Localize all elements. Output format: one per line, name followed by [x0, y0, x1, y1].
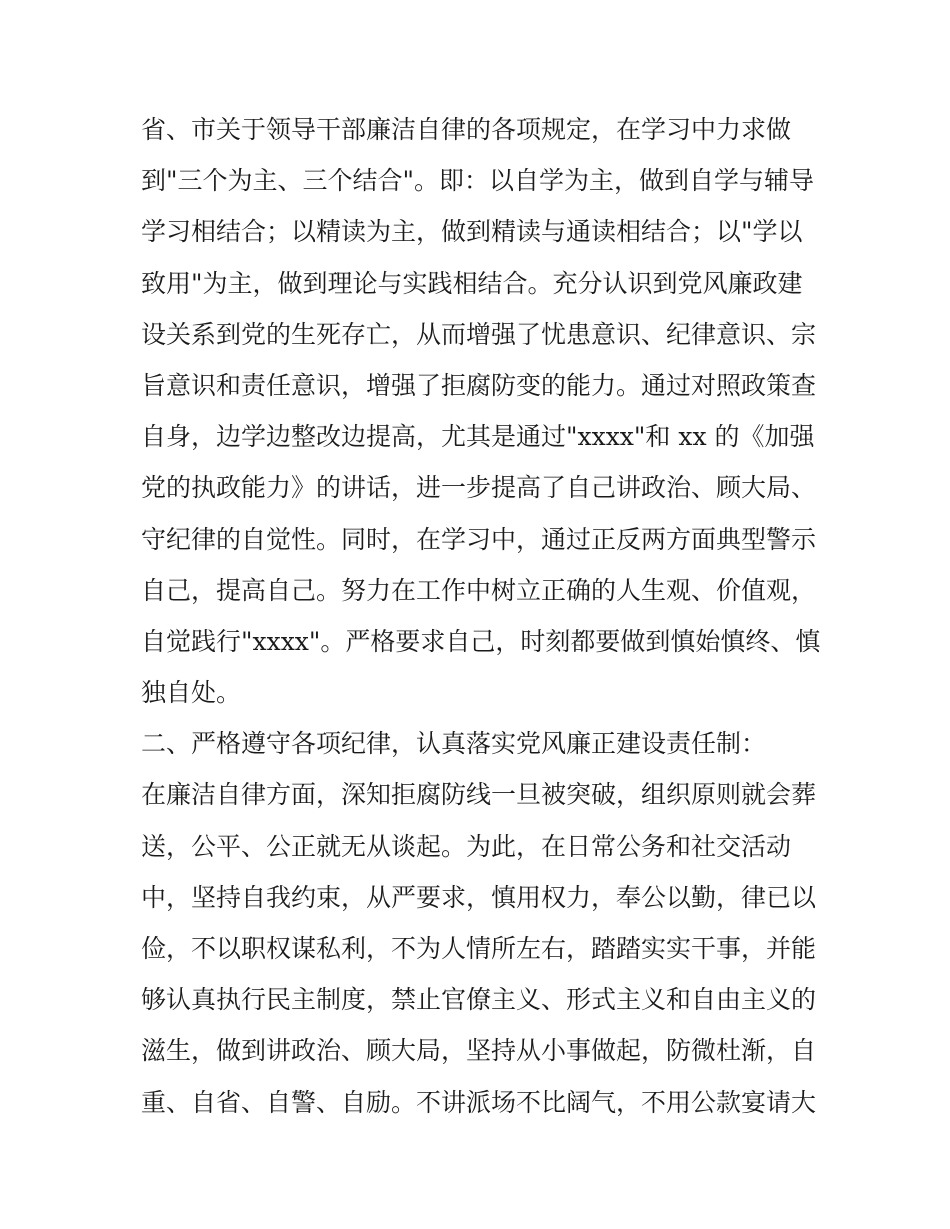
text-line: 党的执政能力》的讲话，进一步提高了自己讲政治、顾大局、 [141, 473, 817, 503]
document-body [141, 104, 821, 1128]
text-line: 俭，不以职权谋私利，不为人情所左右，踏踏实实干事，并能 [141, 934, 817, 963]
text-line: 够认真执行民主制度，禁止官僚主义、形式主义和自由主义的 [141, 985, 817, 1015]
text-line: 学习相结合；以精读为主，做到精读与通读相结合；以"学以 [141, 217, 803, 247]
text-line: 重、自省、自警、自励。不讲派场不比阔气，不用公款宴请大 [141, 1087, 817, 1117]
text-line: 旨意识和责任意识，增强了拒腐防变的能力。通过对照政策查 [141, 370, 817, 400]
section-heading: 二、严格遵守各项纪律，认真落实党风廉正建设责任制： [141, 729, 767, 759]
text-line: 自己，提高自己。努力在工作中树立正确的人生观、价值观， [141, 575, 817, 605]
text-line: 自觉践行"xxxx"。严格要求自己，时刻都要做到慎始慎终、慎 [141, 626, 821, 656]
text-line: 在廉洁自律方面，深知拒腐防线一旦被突破，组织原则就会葬 [141, 780, 817, 810]
text-line: 独自处。 [141, 678, 242, 708]
text-line: 自身，边学边整改边提高，尤其是通过"xxxx"和 xx 的《加强 [141, 422, 815, 452]
text-line: 中，坚持自我约束，从严要求，慎用权力，奉公以勤，律已以 [141, 882, 817, 912]
text-line: 到"三个为主、三个结合"。即：以自学为主，做到自学与辅导 [141, 166, 815, 196]
text-line: 致用"为主，做到理论与实践相结合。充分认识到党风廉政建 [141, 268, 803, 298]
text-line: 守纪律的自觉性。同时，在学习中，通过正反两方面典型警示 [141, 524, 817, 554]
text-line: 滋生，做到讲政治、顾大局，坚持从小事做起，防微杜渐，自 [141, 1036, 817, 1066]
text-line: 省、市关于领导干部廉洁自律的各项规定，在学习中力求做 [141, 115, 792, 144]
text-line: 送，公平、公正就无从谈起。为此，在日常公务和社交活动 [141, 831, 792, 861]
text-line: 设关系到党的生死存亡，从而增强了忧患意识、纪律意识、宗 [141, 319, 817, 349]
